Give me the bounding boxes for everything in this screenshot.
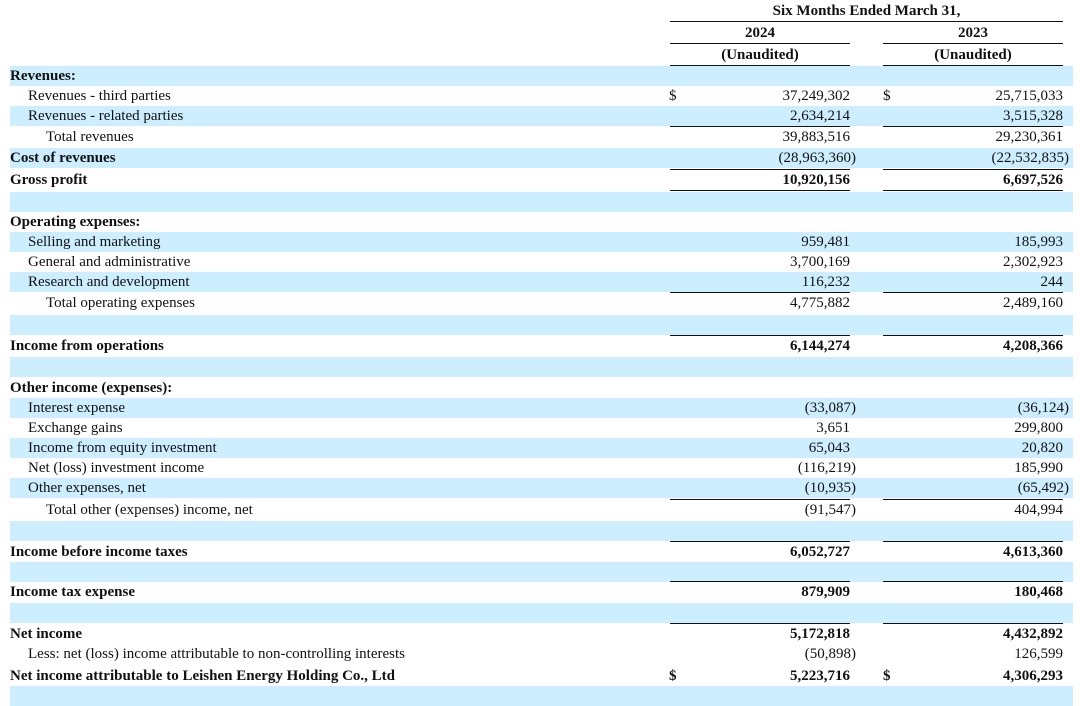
statement-row: [10, 624, 1073, 644]
currency-symbol: $: [669, 88, 677, 104]
value-2024: 116,232: [801, 274, 850, 290]
col2-year-rule: [883, 43, 1063, 44]
value-2023: 4,306,293: [1003, 668, 1063, 684]
statement-row: [10, 500, 1073, 520]
row-label: Revenues:: [10, 68, 76, 84]
value-2024: 6,052,727: [790, 544, 850, 560]
value-2023: 185,990: [1014, 460, 1063, 476]
statement-row: [10, 644, 1073, 664]
col2-rule: [883, 335, 1063, 336]
value-2024: (33,087): [804, 400, 856, 416]
value-2023: 4,432,892: [1003, 626, 1063, 642]
value-2024: 39,883,516: [782, 129, 850, 145]
row-label: Less: net (loss) income attributable to non-controlling interests: [28, 646, 405, 662]
value-2024: 3,700,169: [790, 254, 850, 270]
statement-row: [10, 252, 1073, 272]
row-label: Total operating expenses: [46, 295, 195, 311]
statement-row: [10, 212, 1073, 232]
value-2024: (50,898): [804, 646, 856, 662]
row-label: Revenues - related parties: [28, 108, 184, 124]
value-2023: 4,208,366: [1003, 338, 1063, 354]
spacer-row: [10, 562, 1073, 582]
col2-rule: [883, 126, 1063, 127]
col1-rule: [670, 335, 850, 336]
value-2023: 299,800: [1014, 420, 1063, 436]
statement-row: [10, 458, 1073, 478]
statement-row: [10, 398, 1073, 418]
statement-row: [10, 86, 1073, 106]
value-2024: 959,481: [801, 234, 850, 250]
col2-rule: [883, 623, 1063, 624]
col1-rule: [670, 292, 850, 293]
row-label: Operating expenses:: [10, 214, 141, 230]
currency-symbol: $: [883, 88, 891, 104]
currency-symbol: $: [669, 668, 677, 684]
col1-rule: [670, 581, 850, 582]
row-label: Selling and marketing: [28, 234, 161, 250]
statement-row: [10, 272, 1073, 292]
value-2023: 180,468: [1014, 584, 1063, 600]
statement-row: [10, 66, 1073, 86]
col1-rule: [670, 623, 850, 624]
spacer-row: [10, 603, 1073, 623]
value-2023: (22,532,835): [991, 150, 1069, 166]
row-label: Income from operations: [10, 338, 164, 354]
value-2023: 185,993: [1014, 234, 1063, 250]
value-2024: (116,219): [797, 460, 856, 476]
value-2023: 244: [1040, 274, 1063, 290]
value-2023: 20,820: [1021, 440, 1063, 456]
col1-year: 2024: [745, 25, 775, 41]
statement-row: [10, 148, 1073, 168]
row-label: Income before income taxes: [10, 544, 188, 560]
row-label: Net (loss) investment income: [28, 460, 205, 476]
value-2024: 37,249,302: [782, 88, 850, 104]
row-label: Research and development: [28, 274, 190, 290]
statement-row: [10, 336, 1073, 356]
value-2024: 5,223,716: [790, 668, 850, 684]
row-label: General and administrative: [28, 254, 191, 270]
value-2023: (65,492): [1017, 480, 1069, 496]
row-label: Net income: [10, 626, 83, 642]
statement-row: [10, 666, 1073, 686]
col1-year-rule: [670, 43, 850, 44]
value-2023: 404,994: [1014, 502, 1063, 518]
value-2024: (28,963,360): [778, 150, 856, 166]
col2-rule: [883, 190, 1063, 191]
spacer-row: [10, 357, 1073, 377]
row-label: Exchange gains: [28, 420, 123, 436]
col2-year: 2023: [958, 25, 988, 41]
value-2024: 2,634,214: [790, 108, 850, 124]
period-header: Six Months Ended March 31,: [772, 3, 961, 19]
value-2024: 10,920,156: [782, 172, 850, 188]
row-label: Cost of revenues: [10, 150, 116, 166]
row-label: Total other (expenses) income, net: [46, 502, 253, 518]
value-2023: 126,599: [1014, 646, 1063, 662]
col2-rule: [883, 581, 1063, 582]
col2-rule: [883, 541, 1063, 542]
statement-row: [10, 542, 1073, 562]
row-label: Revenues - third parties: [28, 88, 171, 104]
col1-rule: [670, 169, 850, 170]
statement-row: [10, 418, 1073, 438]
spacer-row: [10, 686, 1073, 706]
statement-row: [10, 127, 1073, 147]
value-2023: 4,613,360: [1003, 544, 1063, 560]
value-2023: 2,489,160: [1003, 295, 1063, 311]
row-label: Net income attributable to Leishen Energy Holding Co., Ltd: [10, 668, 395, 684]
col1-rule: [670, 190, 850, 191]
col1-rule: [670, 126, 850, 127]
spacer-row: [10, 315, 1073, 335]
statement-row: [10, 106, 1073, 126]
value-2024: (10,935): [804, 480, 856, 496]
currency-symbol: $: [883, 668, 891, 684]
col1-rule: [670, 541, 850, 542]
value-2024: 6,144,274: [790, 338, 850, 354]
statement-row: [10, 378, 1073, 398]
spacer-row: [10, 521, 1073, 541]
row-label: Interest expense: [28, 400, 126, 416]
value-2023: 3,515,328: [1003, 108, 1063, 124]
value-2024: 3,651: [816, 420, 850, 436]
col2-rule: [883, 292, 1063, 293]
col2-note: (Unaudited): [934, 47, 1012, 63]
row-label: Other expenses, net: [28, 480, 146, 496]
statement-row: [10, 170, 1073, 190]
row-label: Gross profit: [10, 172, 88, 188]
value-2024: 5,172,818: [790, 626, 850, 642]
value-2024: (91,547): [804, 502, 856, 518]
value-2023: 6,697,526: [1003, 172, 1063, 188]
value-2023: 2,302,923: [1003, 254, 1063, 270]
col1-rule: [670, 499, 850, 500]
statement-row: [10, 232, 1073, 252]
row-label: Total revenues: [46, 129, 134, 145]
row-label: Other income (expenses):: [10, 380, 173, 396]
value-2024: 4,775,882: [790, 295, 850, 311]
value-2023: (36,124): [1017, 400, 1069, 416]
value-2023: 29,230,361: [995, 129, 1063, 145]
value-2023: 25,715,033: [995, 88, 1063, 104]
statement-row: [10, 582, 1073, 602]
statement-row: [10, 478, 1073, 498]
value-2024: 879,909: [801, 584, 850, 600]
spacer-row: [10, 192, 1073, 212]
col2-rule: [883, 499, 1063, 500]
period-header-rule: [670, 21, 1063, 22]
col2-rule: [883, 169, 1063, 170]
value-2024: 65,043: [808, 440, 850, 456]
row-label: Income tax expense: [10, 584, 135, 600]
statement-row: [10, 293, 1073, 313]
statement-row: [10, 438, 1073, 458]
col1-note: (Unaudited): [721, 47, 799, 63]
row-label: Income from equity investment: [28, 440, 217, 456]
